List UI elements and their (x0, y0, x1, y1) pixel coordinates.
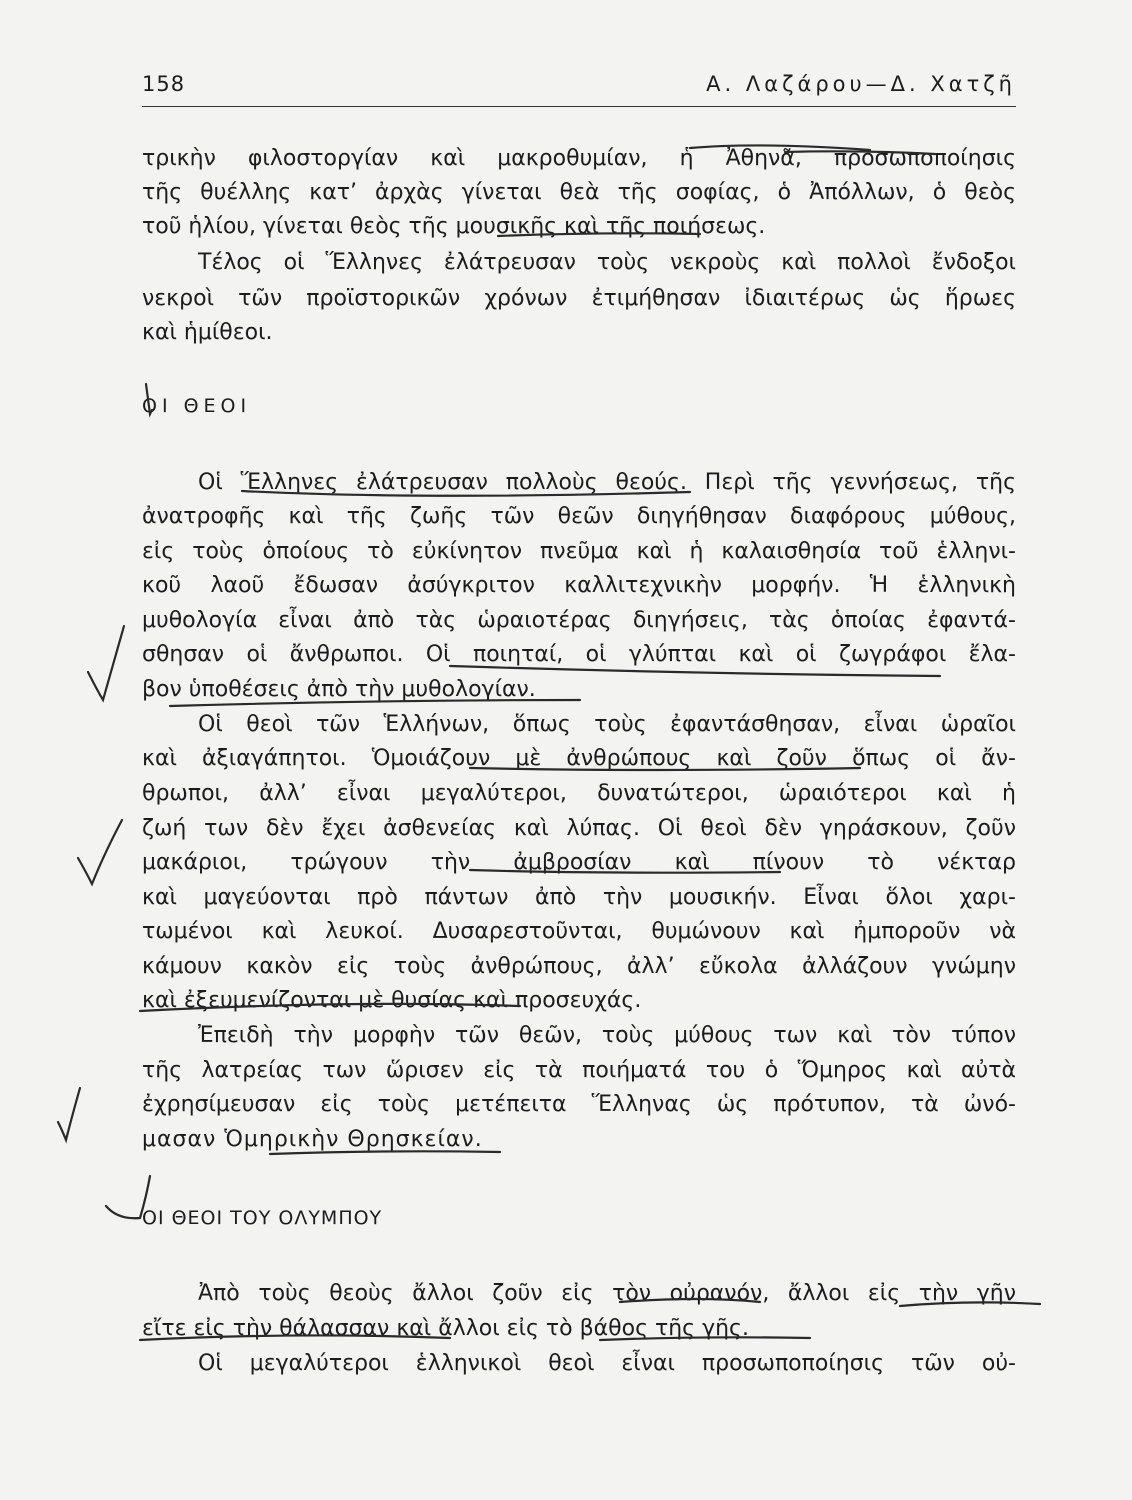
text-line: ἐχρησίμευσαν εἰς τοὺς μετέπειτα Ἕλληνας ὡς πρότυπον, τὰ ὠνό- (142, 1092, 1016, 1117)
text-line: τῆς λατρείας των ὥρισεν εἰς τὰ ποιήματά του ὁ Ὅμηρος καὶ αὐτὰ (142, 1058, 1016, 1083)
page-header (142, 72, 1016, 96)
text-line: νεκροὶ τῶν προϊστορικῶν χρόνων ἐτιμήθησαν ἰδιαιτέρως ὡς ἥρωες (142, 286, 1016, 311)
text-line: μακάριοι, τρώγουν τὴν ἀμβροσίαν καὶ πίνουν τὸ νέκταρ (142, 850, 1016, 875)
text-line: Ἐπειδὴ τὴν μορφὴν τῶν θεῶν, τοὺς μύθους των καὶ τὸν τύπον (198, 1023, 1016, 1048)
text-line: μυθολογία εἶναι ἀπὸ τὰς ὡραιοτέρας διηγήσεις, τὰς ὁποίας ἐφαντά- (142, 608, 1016, 633)
text-line: Οἱ Ἕλληνες ἐλάτρευσαν πολλοὺς θεούς. Περὶ τῆς γεννήσεως, τῆς (198, 470, 1016, 495)
text-line: μασαν Ὁμηρικὴν Θρησκείαν. (142, 1127, 483, 1152)
text-line: τῆς θυέλλης κατ’ ἀρχὰς γίνεται θεὰ τῆς σοφίας, ὁ Ἀπόλλων, ὁ θεὸς (142, 180, 1016, 205)
running-title: Α. Λαζάρου—Δ. Χατζῆ (706, 72, 1016, 96)
text-line: καὶ ἐξευμενίζονται μὲ θυσίας καὶ προσευχάς. (142, 988, 642, 1013)
check-mark-icon (58, 1088, 80, 1140)
section-heading-olympus: ΟΙ ΘΕΟΙ ΤΟΥ ΟΛΥΜΠΟΥ (142, 1207, 383, 1229)
text-line: εἰς τοὺς ὁποίους τὸ εὐκίνητον πνεῦμα καὶ ἡ καλαισθησία τοῦ ἑλληνι- (142, 539, 1016, 564)
text-line: Ἀπὸ τοὺς θεοὺς ἄλλοι ζοῦν εἰς τὸν οὐρανόν, ἄλλοι εἰς τὴν γῆν (198, 1281, 1016, 1306)
text-line: τρικὴν φιλοστοργίαν καὶ μακροθυμίαν, ἡ Ἀθηνᾶ, προσωποποίησις (142, 146, 1016, 171)
text-line: ζωή των δὲν ἔχει ἀσθενείας καὶ λύπας. Οἱ θεοὶ δὲν γηράσκουν, ζοῦν (142, 816, 1016, 841)
page-number: 158 (142, 72, 186, 96)
text-line: κοῦ λαοῦ ἔδωσαν ἀσύγκριτον καλλιτεχνικὴν μορφήν. Ἡ ἑλληνικὴ (142, 573, 1016, 598)
text-line: καὶ ἀξιαγάπητοι. Ὁμοιάζουν μὲ ἀνθρώπους καὶ ζοῦν ὅπως οἱ ἄν- (142, 746, 1016, 771)
text-line: θρωποι, ἀλλ’ εἶναι μεγαλύτεροι, δυνατώτεροι, ὡραιότεροι καὶ ἡ (142, 781, 1016, 806)
text-line: σθησαν οἱ ἄνθρωποι. Οἱ ποιηταί, οἱ γλύπται καὶ οἱ ζωγράφοι ἔλα- (142, 642, 1016, 667)
text-line: τοῦ ἡλίου, γίνεται θεὸς τῆς μουσικῆς καὶ τῆς ποιήσεως. (142, 214, 766, 239)
text-line: ἀνατροφῆς καὶ τῆς ζωῆς τῶν θεῶν διηγήθησαν διαφόρους μύθους, (142, 504, 1016, 529)
check-mark-icon (88, 626, 124, 700)
text-line: καὶ μαγεύονται πρὸ πάντων ἀπὸ τὴν μουσικήν. Εἶναι ὅλοι χαρι- (142, 885, 1016, 910)
text-line: Τέλος οἱ Ἕλληνες ἐλάτρευσαν τοὺς νεκροὺς καὶ πολλοὶ ἔνδοξοι (198, 250, 1016, 275)
text-line: βον ὑποθέσεις ἀπὸ τὴν μυθολογίαν. (142, 677, 536, 702)
text-line: Οἱ θεοὶ τῶν Ἑλλήνων, ὅπως τοὺς ἐφαντάσθησαν, εἶναι ὡραῖοι (198, 712, 1016, 737)
text-line: εἴτε εἰς τὴν θάλασσαν καὶ ἄλλοι εἰς τὸ βάθος τῆς γῆς. (142, 1316, 749, 1341)
text-line: τωμένοι καὶ λευκοί. Δυσαρεστοῦνται, θυμώνουν καὶ ἠμποροῦν νὰ (142, 919, 1016, 944)
section-heading-gods: ΟΙ ΘΕΟΙ (142, 395, 252, 417)
check-mark-icon (78, 820, 122, 884)
text-line: Οἱ μεγαλύτεροι ἑλληνικοὶ θεοὶ εἶναι προσωποποίησις τῶν οὐ- (198, 1351, 1016, 1376)
text-line: καὶ ἡμίθεοι. (142, 320, 273, 345)
text-line: κάμουν κακὸν εἰς τοὺς ἀνθρώπους, ἀλλ’ εὔκολα ἀλλάζουν γνώμην (142, 954, 1016, 979)
header-rule (142, 106, 1016, 107)
